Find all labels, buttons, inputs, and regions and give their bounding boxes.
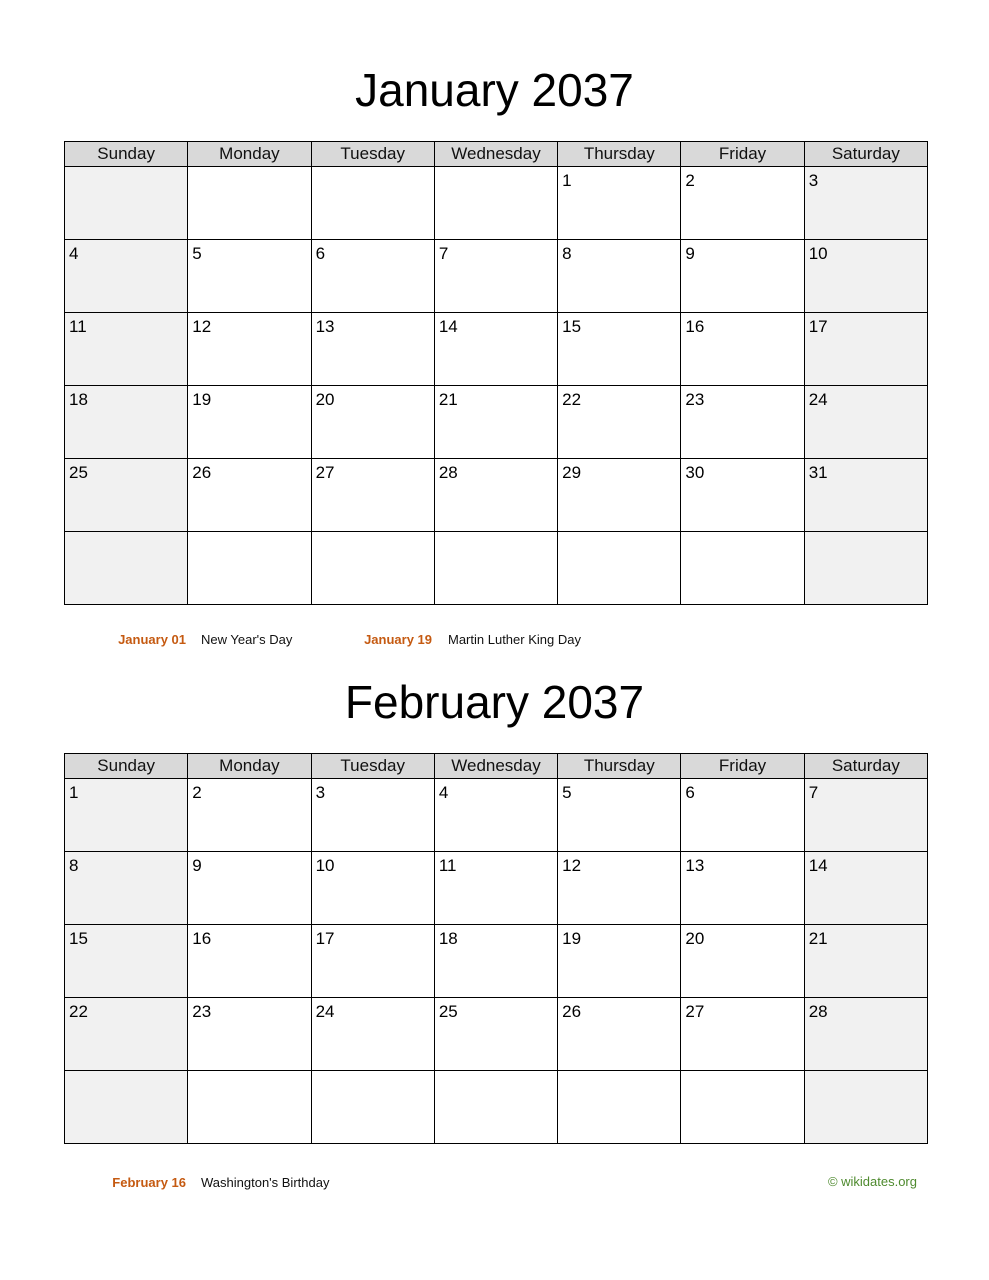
day-number: 6: [315, 244, 326, 263]
day-number: 2: [192, 783, 202, 802]
day-number: 29: [562, 463, 582, 482]
week-row: [65, 459, 928, 532]
holiday-name: New Year's Day: [201, 632, 293, 647]
day-number: 23: [685, 390, 705, 409]
day-number: 10: [315, 856, 335, 875]
week-row: [65, 240, 928, 313]
day-number: 18: [438, 929, 458, 948]
day-cell[interactable]: [188, 313, 311, 386]
month-title-february: February 2037: [344, 676, 645, 728]
day-number: 5: [192, 244, 202, 263]
holiday-date: January 01: [118, 632, 186, 647]
day-cell[interactable]: [804, 779, 927, 852]
day-number: [188, 1071, 310, 1075]
weekday-header: Friday: [681, 142, 804, 167]
day-number: 27: [315, 463, 335, 482]
day-cell[interactable]: [188, 852, 311, 925]
day-number: 13: [315, 317, 335, 336]
holiday-name: Washington's Birthday: [201, 1175, 330, 1190]
day-cell[interactable]: [681, 313, 804, 386]
month-title-january: January 2037: [355, 64, 634, 116]
day-number: 22: [69, 1002, 88, 1021]
weekday-header: Tuesday: [311, 754, 434, 779]
day-number: [558, 532, 680, 536]
day-cell[interactable]: [804, 998, 927, 1071]
day-number: 12: [562, 856, 582, 875]
day-cell[interactable]: [311, 779, 434, 852]
day-number: 9: [192, 856, 202, 875]
day-number: 14: [438, 317, 458, 336]
day-number: 19: [562, 929, 582, 948]
calendar-body-january: [65, 167, 928, 605]
day-number: [435, 532, 557, 536]
day-cell[interactable]: [804, 925, 927, 998]
day-number: 8: [69, 856, 79, 875]
day-cell[interactable]: [434, 998, 557, 1071]
week-row: [65, 313, 928, 386]
weekday-header: Thursday: [558, 142, 681, 167]
day-number: 20: [685, 929, 705, 948]
day-number: [188, 167, 310, 171]
day-number: 25: [438, 1002, 458, 1021]
day-cell[interactable]: [311, 1071, 434, 1144]
day-cell[interactable]: [558, 779, 681, 852]
holiday-name: Martin Luther King Day: [448, 632, 581, 647]
day-cell[interactable]: [558, 1071, 681, 1144]
day-number: [681, 1071, 803, 1075]
day-number: 5: [562, 783, 572, 802]
day-cell[interactable]: [804, 313, 927, 386]
day-cell[interactable]: [65, 925, 188, 998]
day-cell[interactable]: [558, 998, 681, 1071]
day-cell[interactable]: [804, 852, 927, 925]
day-number: 16: [192, 929, 212, 948]
day-number: 6: [685, 783, 695, 802]
day-number: 9: [685, 244, 695, 263]
day-cell[interactable]: [434, 925, 557, 998]
day-cell[interactable]: [65, 240, 188, 313]
week-row: [65, 852, 928, 925]
day-cell[interactable]: [681, 925, 804, 998]
day-number: 21: [808, 929, 828, 948]
day-cell[interactable]: [188, 779, 311, 852]
day-number: 24: [315, 1002, 335, 1021]
day-number: 8: [562, 244, 572, 263]
day-number: 20: [315, 390, 335, 409]
day-cell[interactable]: [188, 386, 311, 459]
day-number: 1: [69, 783, 79, 802]
day-cell[interactable]: [558, 313, 681, 386]
day-number: 11: [438, 856, 457, 875]
day-cell[interactable]: [804, 386, 927, 459]
day-number: [312, 1071, 434, 1075]
day-number: [805, 1071, 927, 1075]
day-cell[interactable]: [558, 386, 681, 459]
day-cell[interactable]: [681, 532, 804, 605]
day-cell[interactable]: [188, 1071, 311, 1144]
day-cell[interactable]: [804, 532, 927, 605]
day-cell[interactable]: [188, 925, 311, 998]
day-number: 3: [808, 171, 819, 190]
day-number: [681, 532, 803, 536]
weekday-header: Saturday: [804, 142, 927, 167]
day-cell[interactable]: [681, 167, 804, 240]
day-number: 7: [808, 783, 819, 802]
day-number: 22: [562, 390, 582, 409]
week-row: [65, 1071, 928, 1144]
day-cell[interactable]: [804, 1071, 927, 1144]
day-cell[interactable]: [558, 852, 681, 925]
day-cell[interactable]: [311, 167, 434, 240]
day-cell[interactable]: [311, 925, 434, 998]
day-number: [805, 532, 927, 536]
day-number: 24: [808, 390, 828, 409]
day-number: [435, 1071, 557, 1075]
day-number: 17: [808, 317, 828, 336]
holiday-date: January 19: [364, 632, 432, 647]
day-number: 7: [438, 244, 449, 263]
day-cell[interactable]: [681, 998, 804, 1071]
day-number: 4: [69, 244, 79, 263]
day-cell[interactable]: [558, 532, 681, 605]
calendar-grid-january: [64, 141, 928, 605]
holiday-date: February 16: [112, 1175, 186, 1190]
weekday-header: Friday: [681, 754, 804, 779]
day-number: 31: [808, 463, 828, 482]
day-number: [65, 1071, 187, 1075]
day-cell[interactable]: [681, 240, 804, 313]
weekday-header: Monday: [188, 142, 311, 167]
day-number: [312, 532, 434, 536]
day-cell[interactable]: [681, 1071, 804, 1144]
day-number: 27: [685, 1002, 705, 1021]
day-cell[interactable]: [558, 240, 681, 313]
copyright-link[interactable]: © wikidates.org: [827, 1174, 917, 1189]
day-cell[interactable]: [311, 532, 434, 605]
day-cell[interactable]: [65, 852, 188, 925]
day-cell[interactable]: [558, 167, 681, 240]
day-cell[interactable]: [188, 240, 311, 313]
day-number: [558, 1071, 680, 1075]
day-number: 21: [438, 390, 458, 409]
day-number: 10: [808, 244, 828, 263]
day-cell[interactable]: [434, 852, 557, 925]
day-cell[interactable]: [681, 386, 804, 459]
week-row: [65, 779, 928, 852]
day-number: [188, 532, 310, 536]
day-number: 23: [192, 1002, 212, 1021]
day-cell[interactable]: [681, 852, 804, 925]
day-cell[interactable]: [65, 167, 188, 240]
day-cell[interactable]: [558, 925, 681, 998]
day-cell[interactable]: [65, 779, 188, 852]
day-number: [65, 167, 187, 171]
weekday-header-row: [65, 142, 928, 167]
day-number: 28: [808, 1002, 828, 1021]
day-cell[interactable]: [434, 459, 557, 532]
day-number: 15: [69, 929, 88, 948]
weekday-header: Saturday: [804, 754, 927, 779]
week-row: [65, 532, 928, 605]
weekday-header: Monday: [188, 754, 311, 779]
day-cell[interactable]: [434, 240, 557, 313]
day-cell[interactable]: [311, 386, 434, 459]
day-cell[interactable]: [434, 386, 557, 459]
day-cell[interactable]: [65, 532, 188, 605]
calendar-grid-february: [64, 753, 928, 1144]
day-number: 15: [562, 317, 582, 336]
weekday-header: Sunday: [65, 754, 188, 779]
day-cell[interactable]: [188, 459, 311, 532]
weekday-header: Wednesday: [434, 754, 557, 779]
day-cell[interactable]: [804, 240, 927, 313]
day-number: 25: [69, 463, 88, 482]
day-cell[interactable]: [65, 386, 188, 459]
day-number: 14: [808, 856, 828, 875]
day-cell[interactable]: [188, 998, 311, 1071]
day-number: 12: [192, 317, 212, 336]
day-cell[interactable]: [188, 532, 311, 605]
day-cell[interactable]: [434, 779, 557, 852]
calendar-body-february: [65, 779, 928, 1144]
day-cell[interactable]: [311, 998, 434, 1071]
day-number: 11: [69, 317, 87, 336]
day-cell[interactable]: [311, 313, 434, 386]
day-number: 1: [562, 171, 572, 190]
day-cell[interactable]: [65, 313, 188, 386]
day-cell[interactable]: [681, 459, 804, 532]
week-row: [65, 925, 928, 998]
day-number: 26: [562, 1002, 582, 1021]
day-number: [435, 167, 557, 171]
day-number: 13: [685, 856, 705, 875]
week-row: [65, 998, 928, 1071]
weekday-header: Tuesday: [311, 142, 434, 167]
day-number: 17: [315, 929, 335, 948]
day-cell[interactable]: [804, 459, 927, 532]
day-cell[interactable]: [434, 167, 557, 240]
day-number: 16: [685, 317, 705, 336]
day-cell[interactable]: [311, 240, 434, 313]
day-number: 3: [315, 783, 326, 802]
day-cell[interactable]: [65, 1071, 188, 1144]
week-row: [65, 386, 928, 459]
day-cell[interactable]: [434, 532, 557, 605]
weekday-header-row: [65, 754, 928, 779]
weekday-header: Sunday: [65, 142, 188, 167]
day-cell[interactable]: [558, 459, 681, 532]
day-number: 18: [69, 390, 88, 409]
day-number: 2: [685, 171, 695, 190]
day-number: [312, 167, 434, 171]
day-number: [65, 532, 187, 536]
day-cell[interactable]: [434, 1071, 557, 1144]
day-cell[interactable]: [804, 167, 927, 240]
day-number: 19: [192, 390, 212, 409]
day-cell[interactable]: [65, 998, 188, 1071]
day-cell[interactable]: [434, 313, 557, 386]
day-cell[interactable]: [188, 167, 311, 240]
day-cell[interactable]: [65, 459, 188, 532]
day-cell[interactable]: [311, 459, 434, 532]
day-number: 28: [438, 463, 458, 482]
day-number: 26: [192, 463, 212, 482]
week-row: [65, 167, 928, 240]
day-cell[interactable]: [311, 852, 434, 925]
day-number: 30: [685, 463, 705, 482]
weekday-header: Thursday: [558, 754, 681, 779]
day-cell[interactable]: [681, 779, 804, 852]
weekday-header: Wednesday: [434, 142, 557, 167]
day-number: 4: [438, 783, 449, 802]
